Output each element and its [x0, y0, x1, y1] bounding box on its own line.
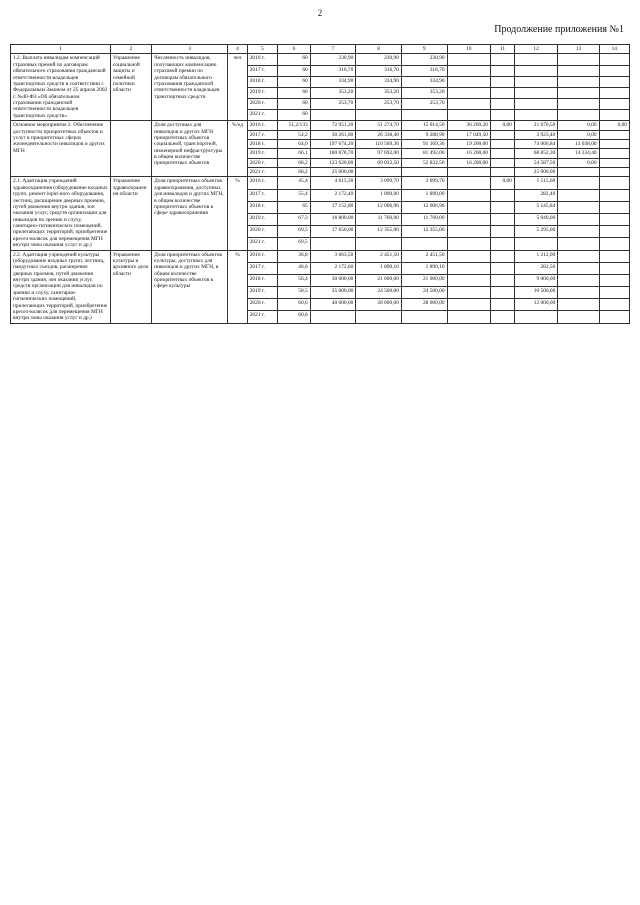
value-cell-c13	[558, 287, 599, 299]
executor-cell: Управление культуры и архивного дела области	[110, 250, 151, 323]
value-cell-c11	[490, 250, 514, 262]
unit-cell: чел	[228, 54, 248, 121]
value-cell-c12: 9 000,00	[514, 274, 557, 286]
value-cell-c6: 60	[278, 98, 311, 109]
value-cell-c11	[490, 274, 514, 286]
page-number: 2	[317, 8, 323, 18]
continuation-title: Продолжение приложения №1	[494, 24, 624, 35]
year-cell: 2019 г.	[247, 87, 277, 98]
value-cell-c10	[447, 65, 490, 76]
value-cell-c10	[447, 226, 490, 238]
value-cell-c7: 353,20	[310, 87, 356, 98]
value-cell-c10	[447, 311, 490, 323]
value-cell-c10: 36 260,20	[447, 121, 490, 130]
unit-cell: %	[228, 250, 248, 323]
column-number-3: 3	[152, 45, 228, 54]
year-cell: 2019 г.	[247, 149, 277, 158]
value-cell-c6: 60,6	[278, 299, 311, 311]
value-cell-c8	[356, 238, 402, 250]
value-cell-c12: 21 676,50	[514, 121, 557, 130]
value-cell-c14	[599, 65, 629, 76]
executor-cell: Управление социальной защиты и семейной политики области	[110, 54, 151, 121]
value-cell-c12: 68 852,30	[514, 149, 557, 158]
value-cell-c6: 54,2	[278, 130, 311, 139]
value-cell-c8: 12 355,00	[356, 226, 402, 238]
value-cell-c11	[490, 213, 514, 225]
value-cell-c11	[490, 226, 514, 238]
value-cell-c12: 25 000,00	[514, 168, 557, 177]
value-cell-c12	[514, 238, 557, 250]
year-cell: 2018 г.	[247, 139, 277, 148]
value-cell-c9: 12 006,96	[401, 201, 447, 213]
value-cell-c11	[490, 130, 514, 139]
value-cell-c10: 19 200,00	[447, 139, 490, 148]
value-cell-c13	[558, 311, 599, 323]
value-cell-c14: 0,00	[599, 121, 629, 130]
value-cell-c13	[558, 213, 599, 225]
table-row	[11, 250, 630, 262]
value-cell-c7: 30 000,00	[310, 274, 356, 286]
value-cell-c7: 35 000,00	[310, 287, 356, 299]
value-cell-c6: 60	[278, 110, 311, 121]
value-cell-c10	[447, 262, 490, 274]
activity-cell: Основное мероприятие 2. Обеспечение доступности приоритетных объектов и услуг в приоритетных сферах жизнедеятельности инвалидов и других МГН	[11, 121, 111, 177]
executor-cell: Управление здравоохранения области	[110, 177, 151, 250]
value-cell-c13: 14 334,40	[558, 149, 599, 158]
value-cell-c11	[490, 168, 514, 177]
value-cell-c14	[599, 76, 629, 87]
value-cell-c12: 5 145,84	[514, 201, 557, 213]
table-row	[11, 121, 630, 130]
value-cell-c8: 3 099,70	[356, 177, 402, 189]
value-cell-c9: 253,70	[401, 98, 447, 109]
value-cell-c9: 15 014,50	[401, 121, 447, 130]
value-cell-c9: 28 000,00	[401, 299, 447, 311]
value-cell-c6: 69,5	[278, 226, 311, 238]
year-cell: 2021 г.	[247, 311, 277, 323]
value-cell-c6: 55,4	[278, 189, 311, 201]
value-cell-c9: 3 099,70	[401, 177, 447, 189]
value-cell-c13	[558, 238, 599, 250]
value-cell-c10: 16 200,00	[447, 158, 490, 167]
value-cell-c8: 316,70	[356, 65, 402, 76]
indicator-cell: Численность инвалидов, получающих компенсацию страховой премии по договорам обязательного страхования гражданской ответственности владельцев транспортных средств	[152, 54, 228, 121]
value-cell-c6: 64,0	[278, 139, 311, 148]
value-cell-c13: 0,00	[558, 121, 599, 130]
value-cell-c7: 17 650,00	[310, 226, 356, 238]
year-cell: 2018 г.	[247, 274, 277, 286]
column-number-4: 4	[228, 45, 248, 54]
column-number-10: 10	[447, 45, 490, 54]
value-cell-c10	[447, 98, 490, 109]
value-cell-c8: 334,90	[356, 76, 402, 87]
year-cell: 2020 г.	[247, 98, 277, 109]
value-cell-c13	[558, 189, 599, 201]
column-number-7: 7	[310, 45, 356, 54]
value-cell-c9	[401, 311, 447, 323]
value-cell-c14	[599, 168, 629, 177]
value-cell-c11	[490, 262, 514, 274]
value-cell-c13	[558, 87, 599, 98]
value-cell-c12	[514, 87, 557, 98]
value-cell-c8: 21 000,00	[356, 274, 402, 286]
value-cell-c6: 45,4	[278, 177, 311, 189]
year-cell: 2016 г.	[247, 250, 277, 262]
year-cell: 2020 г.	[247, 299, 277, 311]
value-cell-c13	[558, 76, 599, 87]
value-cell-c6: 66,1	[278, 149, 311, 158]
value-cell-c11: 0,00	[490, 177, 514, 189]
value-cell-c6: 60	[278, 54, 311, 65]
value-cell-c11	[490, 87, 514, 98]
column-number-9: 9	[401, 45, 447, 54]
value-cell-c14	[599, 149, 629, 158]
value-cell-c7	[310, 311, 356, 323]
year-cell: 2016 г.	[247, 54, 277, 65]
value-cell-c14	[599, 110, 629, 121]
value-cell-c14	[599, 177, 629, 189]
value-cell-c9: 12 355,00	[401, 226, 447, 238]
value-cell-c11: 0,00	[490, 121, 514, 130]
indicator-cell: Доля приоритетных объектов культуры, доступных для инвалидов и других МГН, в общем количестве приоритетных объектов в сфере культуры	[152, 250, 228, 323]
column-number-6: 6	[278, 45, 311, 54]
year-cell: 2019 г.	[247, 287, 277, 299]
value-cell-c14	[599, 54, 629, 65]
value-cell-c12	[514, 54, 557, 65]
value-cell-c7: 3 663,50	[310, 250, 356, 262]
value-cell-c13	[558, 98, 599, 109]
value-cell-c9: 230,90	[401, 54, 447, 65]
value-cell-c11	[490, 238, 514, 250]
value-cell-c13: 0,00	[558, 158, 599, 167]
value-cell-c9: 24 500,00	[401, 287, 447, 299]
value-cell-c11	[490, 139, 514, 148]
value-cell-c10: 16 200,00	[447, 149, 490, 158]
value-cell-c13	[558, 110, 599, 121]
year-cell: 2017 г.	[247, 130, 277, 139]
value-cell-c10	[447, 87, 490, 98]
value-cell-c12: 1 515,60	[514, 177, 557, 189]
value-cell-c6: 51,2/133	[278, 121, 311, 130]
value-cell-c9: 21 000,00	[401, 274, 447, 286]
year-cell: 2021 г.	[247, 168, 277, 177]
year-cell: 2017 г.	[247, 262, 277, 274]
value-cell-c8: 97 692,00	[356, 149, 402, 158]
value-cell-c8: 110 569,36	[356, 139, 402, 148]
value-cell-c12: 282,40	[514, 189, 557, 201]
value-cell-c9: 316,70	[401, 65, 447, 76]
value-cell-c8	[356, 168, 402, 177]
value-cell-c8	[356, 311, 402, 323]
program-table	[10, 44, 630, 324]
value-cell-c14	[599, 213, 629, 225]
value-cell-c10	[447, 238, 490, 250]
value-cell-c13	[558, 201, 599, 213]
value-cell-c14	[599, 189, 629, 201]
value-cell-c14	[599, 299, 629, 311]
value-cell-c11	[490, 158, 514, 167]
value-cell-c12	[514, 311, 557, 323]
value-cell-c7: 334,90	[310, 76, 356, 87]
value-cell-c11	[490, 311, 514, 323]
column-number-11: 11	[490, 45, 514, 54]
year-cell: 2021 г.	[247, 110, 277, 121]
column-number-13: 13	[558, 45, 599, 54]
value-cell-c12: 1 212,00	[514, 250, 557, 262]
value-cell-c14	[599, 311, 629, 323]
indicator-cell: Доля доступных для инвалидов и других МГН приоритетных объектов социальной, транспортной, инженерной инфраструктуры в общем количестве приоритетных объектов	[152, 121, 228, 177]
value-cell-c13	[558, 54, 599, 65]
value-cell-c13	[558, 226, 599, 238]
value-cell-c12: 282,50	[514, 262, 557, 274]
value-cell-c8: 230,90	[356, 54, 402, 65]
activity-cell: 1.2. Выплата инвалидам компенсаций страховых премий по договорам обязательного страхования гражданской ответственности владельцев транспортных средств в соответствии с Федеральным Законом от 25 апреля 2002 г. №40-ФЗ «Об обязательном страховании гражданской ответственности владельцев транспортных средств»	[11, 54, 111, 121]
value-cell-c9: 1 890,00	[401, 189, 447, 201]
value-cell-c13	[558, 168, 599, 177]
value-cell-c14	[599, 87, 629, 98]
year-cell: 2018 г.	[247, 76, 277, 87]
activity-cell: 2.2. Адаптация учреждений культуры (оборудование входных групп, лестниц, пандусных съездов, расширение дверных проемов, путей движения внутри здания, зон оказания услуг, средств организации для инвалидов по зрению и слуху, санитарно-гигиенических помещений, прилегающих территорий, приобретение кресел-колясок для перемещения МГН внутри зоны оказания услуг и др.)	[11, 250, 111, 323]
column-number-row	[11, 45, 630, 54]
value-cell-c10	[447, 76, 490, 87]
value-cell-c11	[490, 98, 514, 109]
value-cell-c10	[447, 189, 490, 201]
value-cell-c14	[599, 201, 629, 213]
value-cell-c14	[599, 262, 629, 274]
value-cell-c9	[401, 238, 447, 250]
value-cell-c7: 197 674,20	[310, 139, 356, 148]
year-cell: 2017 г.	[247, 65, 277, 76]
value-cell-c6: 69,5	[278, 238, 311, 250]
indicator-cell: Доля приоритетных объектов здравоохранения, доступных для инвалидов и других МГН, в общем количестве приоритетных объектов в сфере здравоохранения	[152, 177, 228, 250]
value-cell-c11	[490, 65, 514, 76]
value-cell-c8: 353,20	[356, 87, 402, 98]
value-cell-c6: 67,3	[278, 213, 311, 225]
value-cell-c12: 74 066,84	[514, 139, 557, 148]
value-cell-c6: 60	[278, 65, 311, 76]
table-row	[11, 177, 630, 189]
value-cell-c13: 0,00	[558, 130, 599, 139]
value-cell-c14	[599, 98, 629, 109]
value-cell-c10	[447, 250, 490, 262]
value-cell-c10: 17 049,50	[447, 130, 490, 139]
value-cell-c8	[356, 110, 402, 121]
value-cell-c8: 253,70	[356, 98, 402, 109]
value-cell-c6: 60,6	[278, 311, 311, 323]
value-cell-c13	[558, 177, 599, 189]
value-cell-c6: 56,4	[278, 274, 311, 286]
column-number-5: 5	[247, 45, 277, 54]
value-cell-c6: 60	[278, 76, 311, 87]
value-cell-c14	[599, 287, 629, 299]
table-body	[11, 54, 630, 323]
column-number-12: 12	[514, 45, 557, 54]
value-cell-c10	[447, 213, 490, 225]
activity-cell: 2.1. Адаптация учреждений здравоохранения (оборудование входных групп, ремонт input-ного оборудования, лестниц, расширение дверных проемов, путей движения внутри здания, зон оказания услуг, средств организации для инвалидов по зрению и слуху, санитарно-гигиенических помещений, прилегающих территорий, приобретение кресел-колясок для перемещения МГН внутри зоны оказания услуг и др.)	[11, 177, 111, 250]
year-cell: 2020 г.	[247, 158, 277, 167]
value-cell-c7: 40 000,00	[310, 299, 356, 311]
column-number-14: 14	[599, 45, 629, 54]
value-cell-c12	[514, 65, 557, 76]
value-cell-c6: 46,6	[278, 262, 311, 274]
column-number-8: 8	[356, 45, 402, 54]
value-cell-c9: 52 832,50	[401, 158, 447, 167]
value-cell-c9: 1 890,10	[401, 262, 447, 274]
value-cell-c14	[599, 238, 629, 250]
value-cell-c8: 51 274,70	[356, 121, 402, 130]
value-cell-c8: 1 890,00	[356, 189, 402, 201]
value-cell-c11	[490, 110, 514, 121]
value-cell-c6: 65	[278, 201, 311, 213]
value-cell-c9	[401, 168, 447, 177]
value-cell-c7: 17 152,80	[310, 201, 356, 213]
value-cell-c9: 91 369,36	[401, 139, 447, 148]
value-cell-c8: 69 032,50	[356, 158, 402, 167]
value-cell-c7: 30 261,80	[310, 130, 356, 139]
value-cell-c7: 16 800,00	[310, 213, 356, 225]
value-cell-c7: 123 620,00	[310, 158, 356, 167]
value-cell-c6: 68,2	[278, 168, 311, 177]
column-number-1: 1	[11, 45, 111, 54]
value-cell-c7: 4 615,30	[310, 177, 356, 189]
value-cell-c11	[490, 54, 514, 65]
value-cell-c6: 36,8	[278, 250, 311, 262]
value-cell-c6: 60	[278, 87, 311, 98]
value-cell-c10	[447, 110, 490, 121]
value-cell-c8: 12 006,96	[356, 201, 402, 213]
value-cell-c9: 2 451,50	[401, 250, 447, 262]
value-cell-c13	[558, 299, 599, 311]
value-cell-c7: 2 172,40	[310, 189, 356, 201]
value-cell-c7	[310, 110, 356, 121]
value-cell-c12: 3 923,40	[514, 130, 557, 139]
value-cell-c12: 10 500,00	[514, 287, 557, 299]
value-cell-c9: 9 288,90	[401, 130, 447, 139]
value-cell-c10	[447, 168, 490, 177]
value-cell-c13	[558, 274, 599, 286]
value-cell-c6: 58,5	[278, 287, 311, 299]
value-cell-c9: 334,90	[401, 76, 447, 87]
value-cell-c13: 13 038,00	[558, 139, 599, 148]
value-cell-c11	[490, 189, 514, 201]
value-cell-c14	[599, 158, 629, 167]
value-cell-c10	[447, 274, 490, 286]
value-cell-c11	[490, 287, 514, 299]
value-cell-c7: 253,70	[310, 98, 356, 109]
value-cell-c10	[447, 287, 490, 299]
value-cell-c12: 5 040,00	[514, 213, 557, 225]
value-cell-c8: 11 760,00	[356, 213, 402, 225]
value-cell-c14	[599, 226, 629, 238]
value-cell-c12	[514, 98, 557, 109]
value-cell-c10	[447, 54, 490, 65]
value-cell-c10	[447, 299, 490, 311]
year-cell: 2016 г.	[247, 121, 277, 130]
value-cell-c12: 54 587,50	[514, 158, 557, 167]
value-cell-c12	[514, 110, 557, 121]
value-cell-c12: 12 000,00	[514, 299, 557, 311]
unit-cell: %/ед	[228, 121, 248, 177]
value-cell-c11	[490, 149, 514, 158]
year-cell: 2017 г.	[247, 189, 277, 201]
value-cell-c7: 316,70	[310, 65, 356, 76]
value-cell-c13	[558, 250, 599, 262]
value-cell-c11	[490, 299, 514, 311]
value-cell-c8: 1 890,10	[356, 262, 402, 274]
value-cell-c9: 353,20	[401, 87, 447, 98]
value-cell-c8: 24 500,00	[356, 287, 402, 299]
value-cell-c7: 2 172,60	[310, 262, 356, 274]
column-number-2: 2	[110, 45, 151, 54]
value-cell-c14	[599, 274, 629, 286]
value-cell-c11	[490, 76, 514, 87]
value-cell-c13	[558, 262, 599, 274]
value-cell-c12: 5 295,00	[514, 226, 557, 238]
value-cell-c14	[599, 250, 629, 262]
value-cell-c9: 11 760,00	[401, 213, 447, 225]
value-cell-c14	[599, 139, 629, 148]
year-cell: 2018 г.	[247, 201, 277, 213]
value-cell-c7: 72 951,20	[310, 121, 356, 130]
unit-cell: %	[228, 177, 248, 250]
value-cell-c7	[310, 238, 356, 250]
table-row	[11, 54, 630, 65]
year-cell: 2020 г.	[247, 226, 277, 238]
value-cell-c14	[599, 130, 629, 139]
value-cell-c10	[447, 201, 490, 213]
value-cell-c11	[490, 201, 514, 213]
value-cell-c6: 68,2	[278, 158, 311, 167]
value-cell-c10	[447, 177, 490, 189]
value-cell-c9: 81 492,00	[401, 149, 447, 158]
year-cell: 2016 г.	[247, 177, 277, 189]
value-cell-c8: 2 451,50	[356, 250, 402, 262]
value-cell-c9	[401, 110, 447, 121]
value-cell-c8: 28 000,00	[356, 299, 402, 311]
value-cell-c7: 180 878,70	[310, 149, 356, 158]
value-cell-c7: 25 000,00	[310, 168, 356, 177]
value-cell-c13	[558, 65, 599, 76]
value-cell-c8: 26 338,40	[356, 130, 402, 139]
value-cell-c12	[514, 76, 557, 87]
year-cell: 2019 г.	[247, 213, 277, 225]
executor-cell	[110, 121, 151, 177]
value-cell-c7: 230,90	[310, 54, 356, 65]
year-cell: 2021 г.	[247, 238, 277, 250]
